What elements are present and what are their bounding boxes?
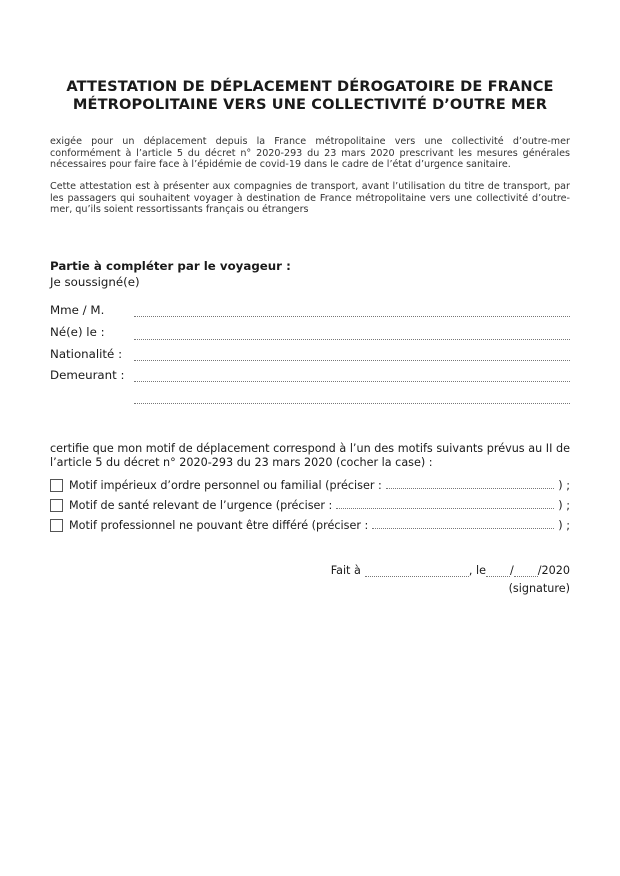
motif-detail-field[interactable]	[386, 488, 555, 489]
place-field[interactable]	[365, 566, 469, 577]
checkbox-motif-health[interactable]	[50, 499, 63, 512]
title-line-1: ATTESTATION DE DÉPLACEMENT DÉROGATOIRE DE FRANCE	[66, 78, 554, 95]
motif-detail-field[interactable]	[336, 508, 554, 509]
intro-text-1: exigée pour un déplacement depuis la France métropolitaine vers une collectivité d’outre-mer conformément à l’article 5 du décret n° 2020-293 du 23 mars 2020 prescrivant les mesures générales nécessaires pour faire face à l’épidémie de covid-19 dans le cadre de l’état d’urgence sanitaire.	[50, 136, 570, 171]
address-field-line-2[interactable]	[134, 403, 570, 404]
name-field[interactable]	[134, 316, 570, 317]
title-line-2: MÉTROPOLITAINE VERS UNE COLLECTIVITÉ D’OUTRE MER	[72, 96, 548, 113]
motif-end: ) ;	[558, 499, 570, 512]
motif-label: Motif professionnel ne pouvant être différé (préciser :	[69, 519, 369, 532]
field-label-address: Demeurant :	[50, 368, 125, 382]
signature-label: (signature)	[508, 582, 570, 595]
motif-label: Motif impérieux d’ordre personnel ou familial (préciser :	[69, 479, 382, 492]
checkbox-motif-personal[interactable]	[50, 479, 63, 492]
motif-end: ) ;	[558, 519, 570, 532]
fait-a-label: Fait à	[330, 564, 361, 577]
motif-item	[50, 519, 570, 532]
motif-item	[50, 499, 570, 512]
address-field-line-1[interactable]	[134, 381, 570, 382]
field-label-name: Mme / M.	[50, 303, 105, 317]
motif-label: Motif de santé relevant de l’urgence (préciser :	[69, 499, 333, 512]
le-label: , le	[468, 564, 486, 577]
intro-text-2: Cette attestation est à présenter aux compagnies de transport, avant l’utilisation du titre de transport, par les passagers qui souhaitent voyager à destination de France métropolitaine vers une collectivité d’outre-mer, qu’ils soient ressortissants français ou étrangers	[50, 181, 570, 216]
intro-paragraph-1	[50, 136, 570, 171]
motif-item	[50, 479, 570, 492]
day-field[interactable]	[486, 566, 510, 577]
certification-text: certifie que mon motif de déplacement correspond à l’un des motifs suivants prévus au II de l’article 5 du décret n° 2020-293 du 23 mars 2020 (cocher la case) :	[50, 442, 570, 469]
year-label: /2020	[537, 564, 570, 577]
motif-detail-field[interactable]	[372, 528, 554, 529]
checkbox-motif-professional[interactable]	[50, 519, 63, 532]
nationality-field[interactable]	[134, 360, 570, 361]
intro-paragraph-2	[50, 181, 570, 216]
document-title	[40, 78, 580, 114]
section-subheading: Je soussigné(e)	[50, 275, 140, 289]
month-field[interactable]	[514, 566, 538, 577]
section-heading: Partie à compléter par le voyageur :	[50, 259, 291, 273]
place-date-line	[331, 564, 570, 577]
field-label-nationality: Nationalité :	[50, 347, 123, 361]
date-slash: /	[509, 564, 514, 577]
motif-end: ) ;	[558, 479, 570, 492]
birthdate-field[interactable]	[134, 339, 570, 340]
field-label-birthdate: Né(e) le :	[50, 325, 105, 339]
